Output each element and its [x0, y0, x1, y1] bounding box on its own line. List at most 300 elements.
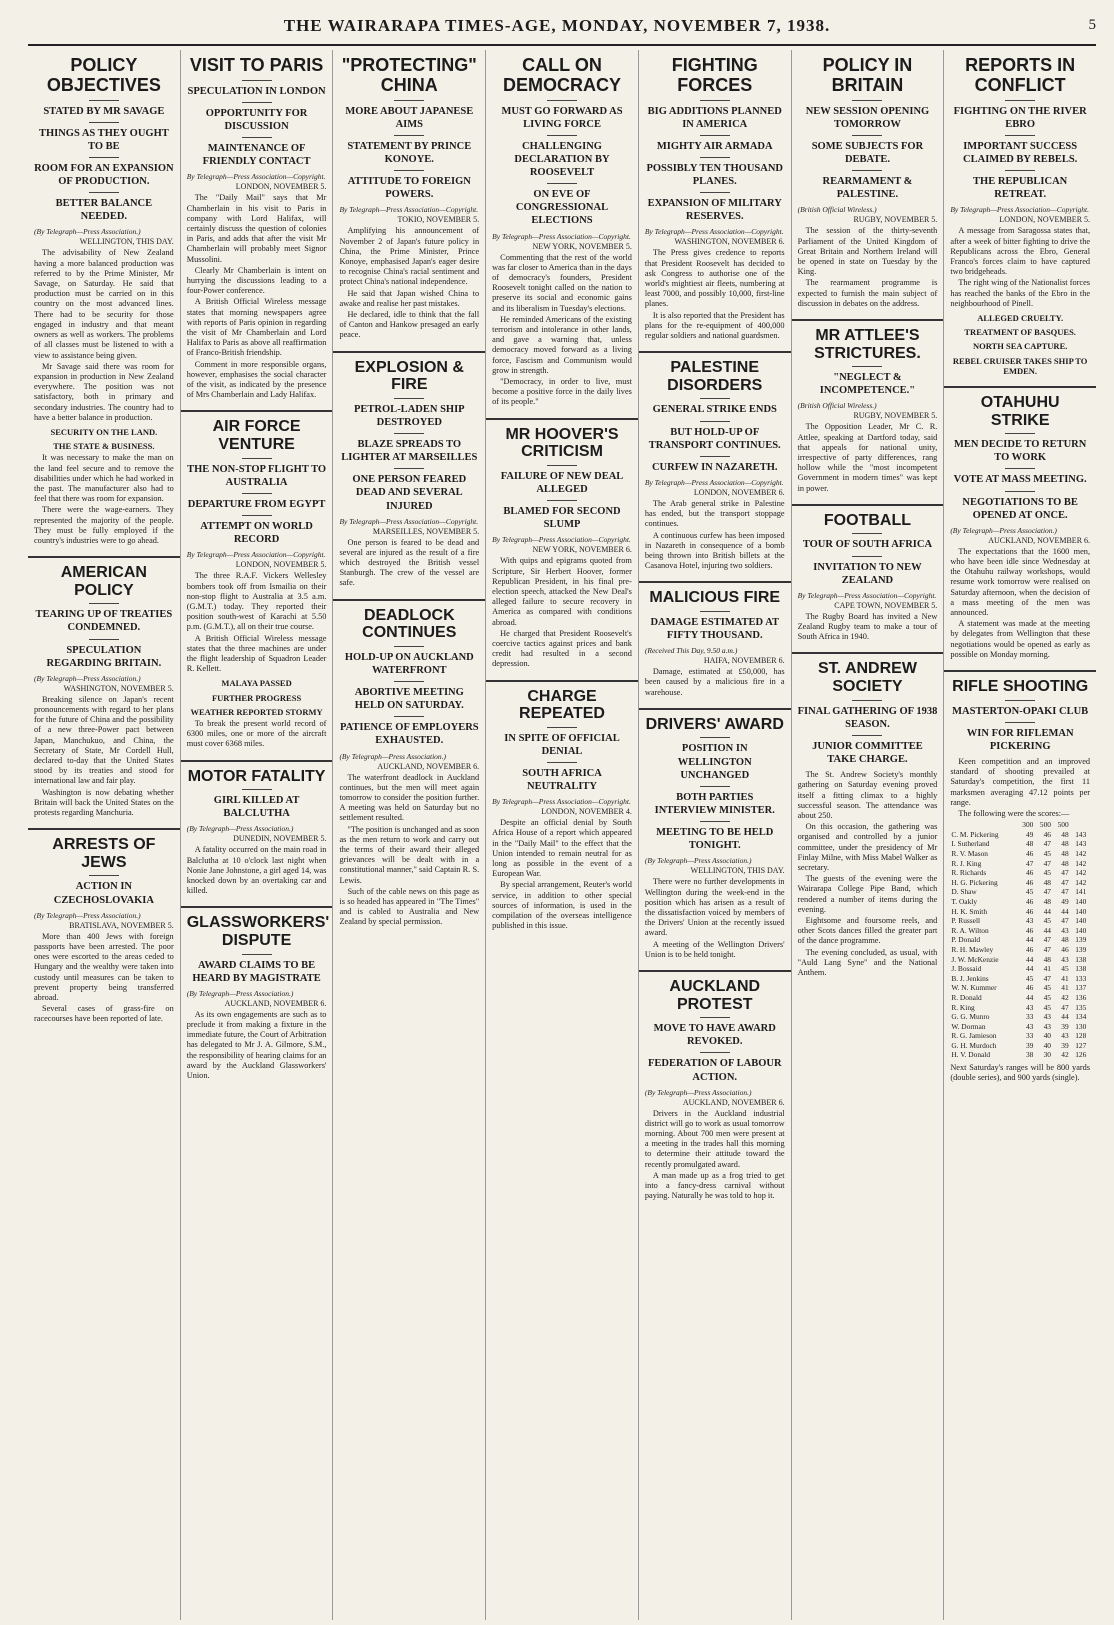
dateline: AUCKLAND, NOVEMBER 6. [377, 761, 480, 771]
score-value: 136 [1075, 992, 1087, 1002]
score-value: 33 [1025, 1031, 1034, 1041]
shooter-name: I. Sutherland [951, 839, 990, 849]
shooter-name: R. A. Wilton [951, 925, 989, 935]
deck-rule [1005, 135, 1035, 136]
score-row [950, 868, 1090, 878]
deck: NEW SESSION OPENING TOMORROW [805, 105, 930, 130]
dateline: TOKIO, NOVEMBER 5. [397, 215, 480, 225]
article-call-on-democracy [492, 56, 632, 408]
column-3 [333, 50, 486, 1620]
deck: ATTEMPT ON WORLD RECORD [200, 521, 313, 546]
shooter-name: P. Russell [951, 916, 981, 926]
article-mr-attlee-s-strictures [798, 327, 938, 494]
deck: WIN FOR RIFLEMAN PICKERING [966, 727, 1074, 752]
byline: By Telegraph—Press Association—Copyright. [492, 535, 631, 545]
deck: TEARING UP OF TREATIES CONDEMNED. [35, 609, 173, 634]
article-body [645, 1109, 785, 1202]
byline: By Telegraph—Press Association—Copyright. [644, 477, 784, 487]
score-value: 44 [1025, 992, 1034, 1002]
score-value: 45 [1043, 868, 1051, 878]
deck: AWARD CLAIMS TO BE HEARD BY MAGISTRATE [192, 959, 321, 984]
deck: JUNIOR COMMITTEE TAKE CHARGE. [812, 740, 923, 765]
subheading: ALLEGED CRUELTY. [977, 312, 1064, 323]
paragraph: The expectations that the 1600 men, who have been idle since Wednesday at the Otahuhu railway workshops, would resume work tomorrow were realised on Saturday afternoon, when the decision of a mass meeting of the men was announced. [950, 546, 1091, 618]
article-separator [181, 760, 333, 762]
paragraph: On this occasion, the gathering was organised and controlled by a junior committee, under the presidency of Mr Finlay Milne, with Miss Mabel Walker as secretary. [797, 822, 938, 872]
article-separator [639, 970, 791, 972]
shooter-name: R. J. King [951, 858, 982, 868]
score-value: 47 [1061, 916, 1069, 926]
dateline: RUGBY, NOVEMBER 5. [853, 411, 938, 421]
dateline: WASHINGTON, NOVEMBER 6. [674, 237, 785, 247]
deck: SOUTH AFRICA NEUTRALITY [522, 768, 602, 793]
article-body [34, 932, 174, 1025]
score-row [950, 955, 1090, 965]
dateline: LONDON, NOVEMBER 4. [541, 807, 632, 817]
column-2 [181, 50, 334, 1620]
score-footnote: Next Saturday's ranges will be 800 yards (double series), and 900 yards (single). [950, 1063, 1091, 1083]
deck-rule [700, 821, 730, 822]
article-body [339, 226, 479, 340]
article-separator [333, 599, 485, 601]
deck: SPECULATION REGARDING BRITAIN. [46, 644, 162, 669]
score-header-cell: 500 [1039, 820, 1051, 830]
deck: BOTH PARTIES INTERVIEW MINISTER. [654, 791, 775, 816]
deck: IN SPITE OF OFFICIAL DENIAL [504, 732, 620, 757]
paragraph: The "Daily Mail" says that Mr Chamberlain in his visit to Paris in company with Lord Halifax, will certainly discuss the question of colonies in Paris, and adds that after the visit Mr Chamberlain will probably meet Signor Mussolini. [186, 193, 327, 264]
deck: ATTITUDE TO FOREIGN POWERS. [347, 176, 471, 201]
paragraph: Eightsome and foursome reels, and other Scots dances filled the greater part of the dance programme. [797, 915, 938, 946]
article-body [950, 547, 1090, 660]
article-separator [639, 351, 791, 353]
article-air-force-venture [187, 418, 327, 749]
paragraph: He declared, idle to think that the fall of Canton and Hankow presaged an early peace. [339, 309, 480, 340]
headline: MOTOR FATALITY [187, 767, 326, 785]
score-row [950, 1050, 1090, 1060]
deck-rule [700, 192, 730, 193]
deck: POSSIBLY TEN THOUSAND PLANES. [646, 162, 784, 188]
score-value: 143 [1075, 839, 1087, 849]
score-value: 41 [1043, 964, 1051, 974]
paragraph: Clearly Mr Chamberlain is intent on hurrying the discussions leading to a four-Power conference. [186, 265, 327, 296]
score-value: 47 [1061, 887, 1069, 897]
article-motor-fatality [187, 768, 327, 897]
score-value: 39 [1061, 1021, 1069, 1031]
shooter-name: R. Donald [951, 992, 982, 1002]
article-body [798, 612, 938, 643]
deck: EXPANSION OF MILITARY RESERVES. [647, 198, 782, 223]
shooter-name: R. Richards [951, 868, 987, 878]
score-header-cell: 300 [1022, 820, 1034, 830]
score-value: 38 [1025, 1050, 1034, 1060]
deck: ABORTIVE MEETING HELD ON SATURDAY. [354, 687, 464, 712]
score-value: 128 [1075, 1031, 1087, 1041]
paragraph: The three R.A.F. Vickers Wellesley bombers took off from Ismailia on their non-stop flight to Australia at 3.5 a.m. (G.M.T.) today. They reported their position south-west of Karachi at 5.50 p.m. (G.M.T.), all on their true course. [186, 571, 327, 632]
deck-rule [700, 398, 730, 399]
deck-rule [547, 500, 577, 501]
dateline: AUCKLAND, NOVEMBER 6. [988, 535, 1091, 545]
headline: AIR FORCE VENTURE [212, 418, 301, 454]
deck-rule [242, 493, 272, 494]
deck-rule [547, 727, 577, 728]
subheading: REBEL CRUISER TAKES SHIP TO EMDEN. [952, 355, 1088, 376]
deck-rule [852, 735, 882, 736]
shooter-name: J. Bossaid [951, 964, 982, 974]
deck-rule [89, 875, 119, 876]
score-row [950, 897, 1090, 907]
score-value: 40 [1043, 1040, 1051, 1050]
deck: FIGHTING ON THE RIVER EBRO [953, 105, 1087, 130]
score-value: 47 [1061, 1002, 1069, 1012]
headline: ST. ANDREW SOCIETY [817, 660, 917, 695]
score-value: 46 [1025, 849, 1034, 858]
score-row [950, 887, 1090, 897]
score-value: 48 [1061, 858, 1069, 868]
score-table [950, 820, 1090, 1060]
deck-rule [1005, 433, 1035, 434]
article-body [645, 248, 785, 341]
headline: "PROTECTING" CHINA [341, 55, 477, 95]
deck: BLAMED FOR SECOND SLUMP [503, 506, 621, 531]
score-row [950, 907, 1090, 917]
score-value: 45 [1043, 849, 1051, 858]
article-fighting-forces [645, 56, 785, 341]
paragraph: "The position is unchanged and as soon as the men return to work and carry out the terms of their award their alleged grievances will be dealt with in a constitutional manner," said Captain R. S. Lewis. [339, 824, 480, 885]
shooter-name: G. H. Murdoch [951, 1040, 997, 1050]
deck-rule [852, 170, 882, 171]
score-value: 47 [1043, 935, 1051, 945]
article-body [645, 877, 785, 960]
article-separator [944, 386, 1096, 388]
headline: VISIT TO PARIS [189, 55, 324, 75]
score-value: 44 [1061, 906, 1069, 916]
deck-rule [852, 556, 882, 557]
score-row [950, 964, 1090, 974]
headline: AUCKLAND PROTEST [669, 977, 761, 1013]
score-value: 46 [1025, 944, 1034, 954]
byline: By Telegraph—Press Association—Copyright. [797, 590, 937, 600]
paragraph: Damage, estimated at £50,000, has been caused by a malicious fire in a warehouse. [644, 667, 785, 697]
byline: (By Telegraph—Press Association.) [950, 525, 1057, 535]
headline: MR ATTLEE'S STRICTURES. [814, 326, 921, 362]
paragraph: The right wing of the Nationalist forces has reached the banks of the Ebro in the neighbourhood of Pinell. [950, 278, 1091, 308]
score-value: 48 [1025, 839, 1034, 849]
paragraph: A meeting of the Wellington Drivers' Union is to be held tonight. [644, 939, 785, 959]
deck-rule [89, 192, 119, 193]
article-reports-in-conflict [950, 56, 1090, 376]
score-value: 47 [1061, 868, 1069, 878]
deck-rule [1005, 700, 1035, 701]
deck: GIRL KILLED AT BALCLUTHA [213, 795, 300, 820]
score-value: 48 [1043, 954, 1051, 964]
byline: (British Official Wireless.) [797, 205, 877, 215]
article-charge-repeated [492, 688, 632, 932]
paragraph: The evening concluded, as usual, with "Auld Lang Syne" and the National Anthem. [797, 947, 938, 977]
subheading: SECURITY ON THE LAND. [50, 426, 158, 437]
deck: THE REPUBLICAN RETREAT. [973, 176, 1068, 201]
paragraph: "Democracy, in order to live, must become a positive force in the daily lives of its people." [492, 377, 632, 407]
dateline: NEW YORK, NOVEMBER 6. [532, 545, 632, 555]
deck-rule [700, 135, 730, 136]
score-value: 45 [1061, 964, 1069, 974]
headline: OTAHUHU STRIKE [980, 393, 1060, 429]
article-body [339, 538, 479, 589]
column-5 [639, 50, 792, 1620]
score-value: 48 [1061, 829, 1069, 839]
shooter-name: H. K. Smith [951, 906, 988, 916]
score-value: 46 [1025, 925, 1034, 935]
dateline: LONDON, NOVEMBER 5. [235, 560, 327, 570]
deck-rule [547, 100, 577, 101]
paragraph: Amplifying his announcement of November 2 of Japan's future policy in China, the Prime Minister, Prince Konoye, emphasised Japan's eager desire to recognise China's racial sentiment and protect China's national independence. [339, 226, 480, 287]
article-protecting-china [339, 56, 479, 341]
paragraph: A British Official Wireless message states that morning newspapers agree with reports of Paris opinion in regarding the visit of Mr Chamberlain and Lord Halifax to Paris as above all reaffirmation of Franco-British friendship. [186, 297, 327, 358]
score-value: 47 [1043, 887, 1051, 897]
score-value: 48 [1043, 896, 1051, 906]
deck-rule [89, 100, 119, 101]
score-value: 43 [1025, 1002, 1034, 1012]
subheading: WEATHER REPORTED STORMY [190, 706, 323, 717]
article-separator [792, 504, 944, 506]
score-header-cell [1087, 820, 1090, 830]
article-explosion-fire [339, 359, 479, 589]
score-value: 43 [1025, 916, 1034, 926]
dateline: AUCKLAND, NOVEMBER 6. [224, 998, 327, 1008]
deck-rule [89, 603, 119, 604]
article-mr-hoover-s-criticism [492, 426, 632, 670]
shooter-name: W. N. Kummer [951, 983, 997, 993]
deck: BUT HOLD-UP OF TRANSPORT CONTINUES. [648, 426, 781, 451]
byline: (By Telegraph—Press Association.) [339, 751, 447, 761]
paragraph: The rearmament programme is expected to furnish the main subject of discussion in debates on the address. [797, 278, 938, 308]
deck-rule [394, 433, 424, 434]
score-value: 43 [1043, 1012, 1051, 1022]
score-value: 43 [1043, 1021, 1051, 1031]
score-value: 33 [1025, 1012, 1034, 1022]
score-row [950, 859, 1090, 869]
article-separator [639, 708, 791, 710]
score-value: 43 [1061, 925, 1069, 935]
shooter-name: G. G. Munro [951, 1012, 990, 1022]
score-value: 137 [1075, 983, 1087, 993]
deck: "NEGLECT & INCOMPETENCE." [819, 372, 916, 397]
deck-rule [852, 533, 882, 534]
article-body [950, 757, 1090, 819]
headline: AMERICAN POLICY [60, 564, 147, 599]
score-value: 47 [1043, 973, 1051, 983]
deck: BIG ADDITIONS PLANNED IN AMERICA [647, 105, 782, 130]
article-body [950, 226, 1090, 376]
deck: VOTE AT MASS MEETING. [953, 474, 1087, 486]
deck: STATEMENT BY PRINCE KONOYE. [347, 140, 472, 165]
score-row [950, 983, 1090, 993]
paragraph: One person is feared to be dead and several are injured as the result of a fire which destroyed the British vessel Stanburgh. The crew of the vessel are safe. [339, 537, 480, 588]
deck-rule [1005, 468, 1035, 469]
masthead-rule [28, 44, 1096, 46]
score-value: 46 [1025, 868, 1034, 878]
deck-rule [242, 80, 272, 81]
paragraph: The guests of the evening were the Wairarapa College Pipe Band, which rendered a number of items during the evening. [797, 874, 938, 914]
score-value: 142 [1075, 868, 1087, 878]
deck-rule [242, 137, 272, 138]
article-st-andrew-society [798, 660, 938, 978]
score-header-cell: 500 [1057, 820, 1069, 830]
paragraph: There were the wage-earners. They represented the majority of the people. They must be fully employed if the country's industries were to go ahead. [34, 505, 174, 545]
score-value: 47 [1025, 858, 1034, 868]
paragraph: Washington is now debating whether Britain will back the United States on the protests regarding Manchuria. [34, 787, 174, 818]
article-separator [944, 670, 1096, 672]
deck-rule [547, 135, 577, 136]
dateline: CAPE TOWN, NOVEMBER 5. [834, 600, 938, 610]
article-body [645, 499, 785, 571]
deck: FAILURE OF NEW DEAL ALLEGED [500, 470, 624, 495]
shooter-name: H. G. Pickering [951, 877, 998, 887]
score-value: 142 [1075, 858, 1087, 868]
score-header-cell [950, 820, 1016, 830]
paragraph: The St. Andrew Society's monthly gathering on Saturday evening proved itself a fitting climax to a highly successful season. The attendance was about 250. [797, 770, 938, 820]
deck: REARMAMENT & PALESTINE. [822, 176, 913, 201]
deck: BLAZE SPREADS TO LIGHTER AT MARSEILLES [341, 439, 478, 464]
score-value: 141 [1075, 887, 1087, 897]
article-separator [486, 418, 638, 420]
score-value: 130 [1075, 1021, 1087, 1031]
deck-rule [1005, 722, 1035, 723]
score-value: 42 [1061, 1050, 1069, 1060]
score-row [950, 1022, 1090, 1032]
deck: INVITATION TO NEW ZEALAND [813, 561, 922, 586]
deck-rule [852, 366, 882, 367]
score-value: 47 [1043, 858, 1051, 868]
headline: REPORTS IN CONFLICT [965, 55, 1076, 95]
byline: (Received This Day, 9.50 a.m.) [644, 646, 738, 656]
deck: CURFEW IN NAZARETH. [651, 461, 778, 473]
deck: ROOM FOR AN EXPANSION OF PRODUCTION. [34, 162, 174, 188]
score-row [950, 1012, 1090, 1022]
byline: (By Telegraph—Press Association.) [186, 988, 294, 998]
paragraph: He charged that President Roosevelt's coercive tactics against prices and bank credit had resulted in a second depression. [492, 628, 632, 669]
deck-rule [700, 1017, 730, 1018]
deck-rule [242, 954, 272, 955]
deck: STATED BY MR SAVAGE [43, 105, 165, 117]
column-7 [944, 50, 1096, 1620]
shooter-name: R. H. Mawley [951, 944, 994, 954]
headline: DRIVERS' AWARD [645, 715, 784, 733]
score-value: 126 [1075, 1050, 1087, 1060]
headline: MR HOOVER'S CRITICISM [505, 425, 619, 461]
byline: (By Telegraph—Press Association.) [644, 1087, 752, 1097]
score-value: 140 [1075, 925, 1087, 935]
shooter-name: W. Dorman [951, 1021, 986, 1031]
score-value: 48 [1043, 877, 1051, 887]
score-row [950, 1031, 1090, 1041]
deck: MIGHTY AIR ARMADA [656, 140, 773, 152]
deck-rule [700, 100, 730, 101]
dateline: NEW YORK, NOVEMBER 5. [532, 241, 632, 251]
score-value: 39 [1025, 1040, 1034, 1050]
article-body [339, 773, 479, 928]
headline: EXPLOSION & FIRE [354, 358, 464, 394]
score-value: 46 [1025, 896, 1034, 906]
deck: GENERAL STRIKE ENDS [652, 404, 777, 416]
paragraph: Comment in more responsible organs, however, emphasises the social character of the visit, as indicated by the presence of Mrs Chamberlain and Lady Halifax. [186, 359, 327, 400]
shooter-name: C. M. Pickering [951, 829, 999, 839]
dateline: WASHINGTON, NOVEMBER 5. [63, 683, 174, 693]
byline: (By Telegraph—Press Association.) [34, 910, 141, 920]
headline: RIFLE SHOOTING [952, 678, 1089, 696]
byline: By Telegraph—Press Association—Copyright. [339, 516, 479, 526]
article-malicious-fire [645, 589, 785, 697]
paragraph: He said that Japan wished China to awake and realise her past mistakes. [339, 288, 480, 308]
deck-rule [1005, 170, 1035, 171]
score-row [950, 1041, 1090, 1051]
deck-rule [547, 465, 577, 466]
paragraph: Breaking silence on Japan's recent pronouncements with regard to her plans for the future of China and the possibility of a new three-Power pact between Japan, Manchukuo, and China, the Secretary of State, Mr Cordell Hull, declared to-day that the United States stood by its treaties and stood for international law and fair play. [34, 694, 174, 786]
score-value: 44 [1061, 1012, 1069, 1022]
subheading: THE STATE & BUSINESS. [53, 441, 155, 452]
score-value: 135 [1075, 1002, 1087, 1012]
deck-rule [547, 762, 577, 763]
shooter-name: R. G. Jamieson [951, 1031, 997, 1041]
deck-rule [394, 100, 424, 101]
page-number: 5 [1088, 17, 1096, 33]
paragraph: To break the present world record of 6300 miles, one or more of the aircraft must cover 6368 miles. [186, 718, 327, 749]
score-value: 47 [1043, 944, 1051, 954]
article-separator [181, 906, 333, 908]
article-separator [792, 652, 944, 654]
headline: GLASSWORKERS' DISPUTE [186, 914, 330, 949]
paragraph: With quips and epigrams quoted from Scripture, Sir Herbert Hoover, former Republican President, in his final pre-election speech, attacked the New Deal's alleged failure to secure recovery in America as compared with conditions abroad. [492, 556, 632, 627]
score-value: 43 [1061, 954, 1069, 964]
dateline: DUNEDIN, NOVEMBER 5. [233, 834, 327, 844]
article-auckland-protest [645, 978, 785, 1202]
byline: (By Telegraph—Press Association.) [34, 227, 141, 237]
deck: DAMAGE ESTIMATED AT FIFTY THOUSAND. [650, 617, 779, 642]
score-row [950, 1003, 1090, 1013]
score-row [950, 945, 1090, 955]
deck: PATIENCE OF EMPLOYERS EXHAUSTED. [339, 722, 479, 747]
score-value: 46 [1025, 983, 1034, 993]
score-value: 44 [1025, 964, 1034, 974]
deck: THINGS AS THEY OUGHT TO BE [38, 127, 169, 152]
score-value: 139 [1075, 935, 1087, 945]
deck-rule [852, 700, 882, 701]
score-value: 47 [1061, 877, 1069, 887]
byline: (By Telegraph—Press Association.) [34, 673, 141, 683]
byline: By Telegraph—Press Association—Copyright. [492, 797, 631, 807]
byline: By Telegraph—Press Association—Copyright. [950, 205, 1089, 215]
article-body [34, 695, 174, 818]
deck: CHALLENGING DECLARATION BY ROOSEVELT [514, 140, 610, 179]
shooter-name: T. Oakly [951, 896, 978, 906]
deck: ONE PERSON FEARED DEAD AND SEVERAL INJURED [352, 474, 467, 512]
paragraph: A message from Saragossa states that, after a week of bitter fighting to drive the Republicans across the Ebro, General Franco's forces claim to have captured two bridgeheads. [950, 226, 1091, 277]
paragraph: Such of the cable news on this page as is so headed has appeared in "The Times" and is cabled to Australia and New Zealand by special permission. [339, 886, 480, 927]
article-arrests-of-jews [34, 836, 174, 1024]
column-1 [28, 50, 181, 1620]
score-value: 138 [1075, 964, 1087, 974]
paragraph: The waterfront deadlock in Auckland continues, but the men will meet again tomorrow to consider the position further. A meeting was held on Saturday but no settlement resulted. [339, 772, 480, 823]
article-football [798, 512, 938, 643]
deck-rule [242, 789, 272, 790]
deck-rule [700, 421, 730, 422]
score-row [950, 993, 1090, 1003]
paragraph: Commenting that the rest of the world was far closer to America than in the days of democracy's founders, President Roosevelt tonight called on the nation to preserve its social and economic gains and its liberalism in Tuesday's elections. [492, 252, 632, 313]
score-value: 40 [1043, 1031, 1051, 1041]
score-value: 46 [1043, 829, 1051, 839]
byline: By Telegraph—Press Association—Copyright. [644, 227, 784, 237]
dateline: BRATISLAVA, NOVEMBER 5. [69, 920, 174, 930]
score-value: 143 [1075, 829, 1087, 839]
